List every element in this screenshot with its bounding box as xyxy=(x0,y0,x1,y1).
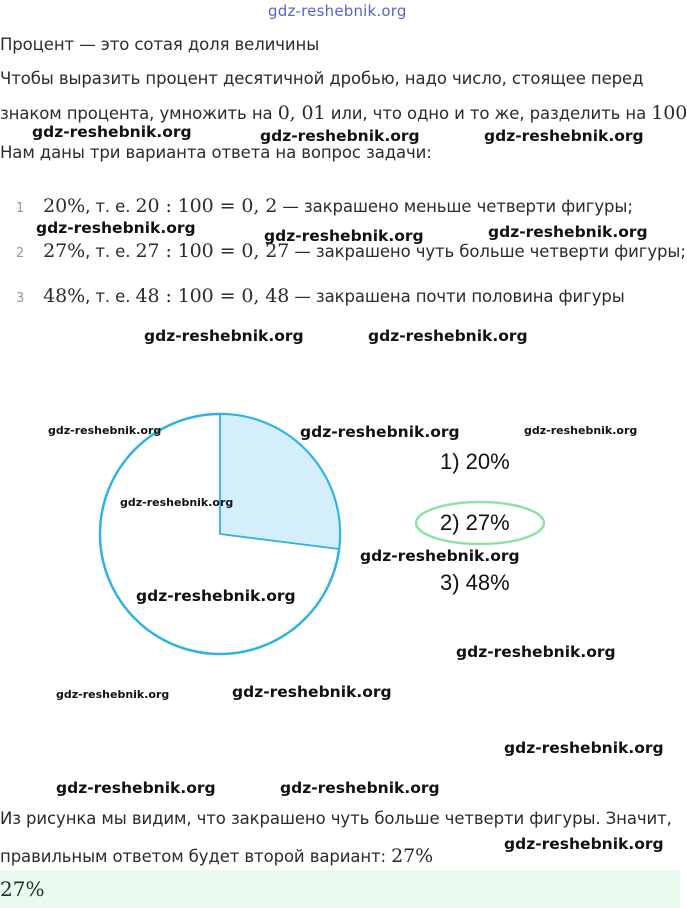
watermark: gdz-reshebnik.org xyxy=(488,223,648,241)
watermark: gdz-reshebnik.org xyxy=(120,496,234,509)
answer-value: 27% xyxy=(0,877,45,901)
list-percent: 20% xyxy=(43,195,86,217)
definition-text: Процент — это сотая доля величины xyxy=(0,35,320,54)
list-mid: , т. е. xyxy=(85,287,136,306)
conclusion-line-1: Из рисунка мы видим, что закрашено чуть больше четверти фигуры. Значит, xyxy=(0,809,672,828)
watermark: gdz-reshebnik.org xyxy=(32,123,192,141)
rule-text-b: или, что одно и то же, разделить на xyxy=(325,104,652,123)
option-2: 2) 27% xyxy=(440,510,510,535)
watermark: gdz-reshebnik.org xyxy=(144,327,304,345)
watermark: gdz-reshebnik.org xyxy=(136,587,296,605)
option-1: 1) 20% xyxy=(440,449,510,474)
conclusion-text: правильным ответом будет второй вариант: xyxy=(0,847,392,866)
list-number: 1 xyxy=(16,201,25,216)
watermark: gdz-reshebnik.org xyxy=(504,835,664,853)
conclusion-math: 27% xyxy=(391,845,434,867)
watermark: gdz-reshebnik.org xyxy=(56,688,170,701)
pie-figure xyxy=(0,400,680,730)
list-desc: — закрашено чуть больше четверти фигуры; xyxy=(289,242,686,261)
list-mid: , т. е. xyxy=(85,197,136,216)
watermark: gdz-reshebnik.org xyxy=(484,127,644,145)
watermark: gdz-reshebnik.org xyxy=(232,683,392,701)
list-desc: — закрашена почти половина фигуры xyxy=(289,287,625,306)
watermark: gdz-reshebnik.org xyxy=(260,127,420,145)
option-3: 3) 48% xyxy=(440,570,510,595)
list-percent: 48% xyxy=(43,285,86,307)
watermark: gdz-reshebnik.org xyxy=(36,219,196,237)
watermark: gdz-reshebnik.org xyxy=(280,779,440,797)
conclusion-line-2 xyxy=(0,845,433,867)
watermark: gdz-reshebnik.org xyxy=(504,739,664,757)
list-number: 3 xyxy=(16,291,25,306)
watermark: gdz-reshebnik.org xyxy=(456,643,616,661)
list-item xyxy=(16,240,686,262)
list-expr: 20 : 100 = 0, 2 xyxy=(135,195,278,217)
list-item xyxy=(16,285,625,307)
answer-box xyxy=(0,870,680,908)
given-text: Нам даны три варианта ответа на вопрос задачи: xyxy=(0,143,432,162)
watermark-top: gdz-reshebnik.org xyxy=(268,2,407,20)
list-expr: 48 : 100 = 0, 48 xyxy=(135,285,290,307)
watermark: gdz-reshebnik.org xyxy=(300,423,460,441)
rule-math-2: 100 xyxy=(651,102,687,124)
list-mid: , т. е. xyxy=(85,242,136,261)
rule-line-1: Чтобы выразить процент десятичной дробью, надо число, стоящее перед xyxy=(0,69,644,88)
watermark: gdz-reshebnik.org xyxy=(368,327,528,345)
rule-text-a: знаком процента, умножить на xyxy=(0,104,278,123)
watermark: gdz-reshebnik.org xyxy=(48,424,162,437)
rule-line-2 xyxy=(0,102,687,124)
rule-math-1: 0, 01 xyxy=(277,102,326,124)
watermark: gdz-reshebnik.org xyxy=(56,779,216,797)
list-expr: 27 : 100 = 0, 27 xyxy=(135,240,290,262)
watermark: gdz-reshebnik.org xyxy=(524,424,638,437)
list-percent: 27% xyxy=(43,240,86,262)
watermark: gdz-reshebnik.org xyxy=(360,547,520,565)
list-item xyxy=(16,195,633,217)
watermark: gdz-reshebnik.org xyxy=(264,227,424,245)
list-number: 2 xyxy=(16,246,25,261)
list-desc: — закрашено меньше четверти фигуры; xyxy=(277,197,633,216)
